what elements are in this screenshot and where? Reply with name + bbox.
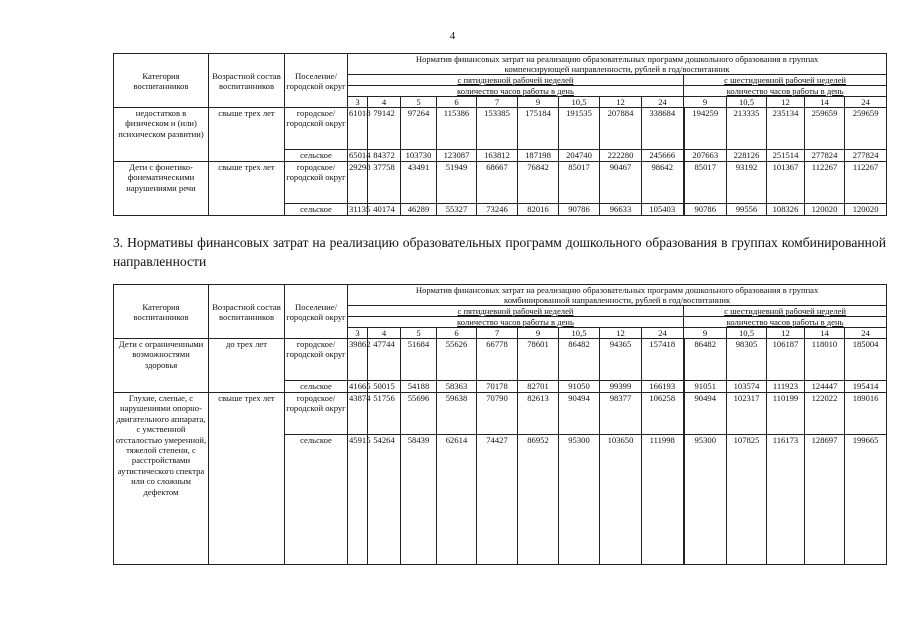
value-cell: 207663 bbox=[684, 150, 727, 162]
value-cell: 163812 bbox=[477, 150, 518, 162]
category-cell: Дети с фонетико-фонематическими нарушениями речи bbox=[114, 162, 209, 216]
category-cell: недостатков в физическом и (или) психическом развитии) bbox=[114, 108, 209, 162]
value-cell: 251514 bbox=[767, 150, 805, 162]
value-cell: 51684 bbox=[401, 339, 437, 381]
value-cell: 47744 bbox=[368, 339, 401, 381]
value-cell: 51949 bbox=[437, 162, 477, 204]
value-cell: 46289 bbox=[401, 204, 437, 216]
section-3-text: 3. Нормативы финансовых затрат на реализацию образовательных программ дошкольного образования в группах комбинированной направленности bbox=[113, 235, 886, 269]
value-cell: 194259 bbox=[684, 108, 727, 150]
header-hours-six: количество часов работы в день bbox=[684, 86, 887, 97]
value-cell: 45915 bbox=[348, 435, 368, 565]
value-cell: 120020 bbox=[845, 204, 887, 216]
table-row bbox=[114, 108, 887, 150]
value-cell: 245666 bbox=[642, 150, 684, 162]
settlement-cell: сельское bbox=[285, 381, 348, 393]
value-cell: 96633 bbox=[600, 204, 642, 216]
category-cell: Глухие, слепые, с нарушениями опорно-двигательного аппарата, с умственной отсталостью умеренной, тяжелой степени, с расстройствами аутистического спектра или со сложным дефектом bbox=[114, 393, 209, 565]
value-cell: 102317 bbox=[727, 393, 767, 435]
value-cell: 108326 bbox=[767, 204, 805, 216]
age-cell: до трех лет bbox=[209, 339, 285, 393]
header-category: Категория воспитанников bbox=[114, 54, 209, 108]
header-hours-value: 24 bbox=[642, 97, 684, 108]
settlement-cell: городское/ городской округ bbox=[285, 162, 348, 204]
value-cell: 85017 bbox=[559, 162, 600, 204]
value-cell: 120020 bbox=[805, 204, 845, 216]
table-row bbox=[114, 393, 887, 435]
value-cell: 90786 bbox=[684, 204, 727, 216]
value-cell: 98642 bbox=[642, 162, 684, 204]
category-cell: Дети с ограниченными возможностями здоровья bbox=[114, 339, 209, 393]
header-hours-value: 12 bbox=[600, 328, 642, 339]
header-hours-value: 4 bbox=[368, 328, 401, 339]
settlement-cell: городское/ городской округ bbox=[285, 393, 348, 435]
value-cell: 166193 bbox=[642, 381, 684, 393]
value-cell: 111998 bbox=[642, 435, 684, 565]
value-cell: 54264 bbox=[368, 435, 401, 565]
header-hours-five: количество часов работы в день bbox=[348, 317, 684, 328]
header-hours-value: 9 bbox=[684, 97, 727, 108]
header-norm-title: Норматив финансовых затрат на реализацию образовательных программ дошкольного образования в группах комбинированной направленности, рублей в год/воспитанник bbox=[348, 285, 887, 306]
value-cell: 82016 bbox=[518, 204, 559, 216]
value-cell: 99556 bbox=[727, 204, 767, 216]
value-cell: 62614 bbox=[437, 435, 477, 565]
value-cell: 191535 bbox=[559, 108, 600, 150]
value-cell: 103650 bbox=[600, 435, 642, 565]
header-hours-value: 7 bbox=[477, 97, 518, 108]
value-cell: 175184 bbox=[518, 108, 559, 150]
value-cell: 228126 bbox=[727, 150, 767, 162]
value-cell: 187198 bbox=[518, 150, 559, 162]
value-cell: 95300 bbox=[684, 435, 727, 565]
value-cell: 66778 bbox=[477, 339, 518, 381]
value-cell: 103574 bbox=[727, 381, 767, 393]
value-cell: 82701 bbox=[518, 381, 559, 393]
value-cell: 118010 bbox=[805, 339, 845, 381]
header-settlement: Поселение/ городской округ bbox=[285, 285, 348, 339]
value-cell: 213335 bbox=[727, 108, 767, 150]
value-cell: 73246 bbox=[477, 204, 518, 216]
value-cell: 70790 bbox=[477, 393, 518, 435]
value-cell: 259659 bbox=[845, 108, 887, 150]
header-hours-value: 3 bbox=[348, 328, 368, 339]
value-cell: 94365 bbox=[600, 339, 642, 381]
settlement-cell: сельское bbox=[285, 204, 348, 216]
value-cell: 97264 bbox=[401, 108, 437, 150]
value-cell: 157418 bbox=[642, 339, 684, 381]
value-cell: 55327 bbox=[437, 204, 477, 216]
value-cell: 29298 bbox=[348, 162, 368, 204]
value-cell: 55626 bbox=[437, 339, 477, 381]
table-row bbox=[114, 339, 887, 381]
table-row bbox=[114, 162, 887, 204]
header-six-day: с шестидневной рабочей неделей bbox=[684, 75, 887, 86]
value-cell: 338684 bbox=[642, 108, 684, 150]
age-cell: свыше трех лет bbox=[209, 162, 285, 216]
table-compensating-groups bbox=[113, 53, 887, 216]
header-hours-value: 12 bbox=[600, 97, 642, 108]
settlement-cell: сельское bbox=[285, 435, 348, 565]
section-3-heading bbox=[113, 233, 886, 271]
value-cell: 58363 bbox=[437, 381, 477, 393]
value-cell: 90494 bbox=[684, 393, 727, 435]
header-hours-value: 6 bbox=[437, 328, 477, 339]
header-five-day: с пятидневной рабочей неделей bbox=[348, 306, 684, 317]
settlement-cell: городское/ городской округ bbox=[285, 339, 348, 381]
table-combined-groups bbox=[113, 284, 887, 565]
value-cell: 98305 bbox=[727, 339, 767, 381]
header-hours-value: 9 bbox=[518, 328, 559, 339]
value-cell: 74427 bbox=[477, 435, 518, 565]
value-cell: 277824 bbox=[805, 150, 845, 162]
page-number: 4 bbox=[449, 30, 456, 42]
value-cell: 43491 bbox=[401, 162, 437, 204]
header-norm-title: Норматив финансовых затрат на реализацию образовательных программ дошкольного образования в группах компенсирующей направленности, рублей в год/воспитанник bbox=[348, 54, 887, 75]
value-cell: 153385 bbox=[477, 108, 518, 150]
value-cell: 110199 bbox=[767, 393, 805, 435]
header-hours-value: 10,5 bbox=[727, 97, 767, 108]
value-cell: 68667 bbox=[477, 162, 518, 204]
value-cell: 124447 bbox=[805, 381, 845, 393]
header-hours-value: 5 bbox=[401, 97, 437, 108]
value-cell: 85017 bbox=[684, 162, 727, 204]
value-cell: 112267 bbox=[845, 162, 887, 204]
value-cell: 122022 bbox=[805, 393, 845, 435]
header-hours-value: 24 bbox=[642, 328, 684, 339]
value-cell: 111923 bbox=[767, 381, 805, 393]
value-cell: 37758 bbox=[368, 162, 401, 204]
value-cell: 51756 bbox=[368, 393, 401, 435]
header-hours-value: 24 bbox=[845, 97, 887, 108]
header-category: Категория воспитанников bbox=[114, 285, 209, 339]
value-cell: 40174 bbox=[368, 204, 401, 216]
age-cell: свыше трех лет bbox=[209, 108, 285, 162]
value-cell: 107825 bbox=[727, 435, 767, 565]
value-cell: 277824 bbox=[845, 150, 887, 162]
value-cell: 59638 bbox=[437, 393, 477, 435]
header-hours-value: 12 bbox=[767, 328, 805, 339]
value-cell: 70178 bbox=[477, 381, 518, 393]
value-cell: 115386 bbox=[437, 108, 477, 150]
value-cell: 204740 bbox=[559, 150, 600, 162]
value-cell: 93192 bbox=[727, 162, 767, 204]
value-cell: 116173 bbox=[767, 435, 805, 565]
header-age: Возрастной состав воспитанников bbox=[209, 54, 285, 108]
value-cell: 86952 bbox=[518, 435, 559, 565]
value-cell: 123087 bbox=[437, 150, 477, 162]
value-cell: 90467 bbox=[600, 162, 642, 204]
value-cell: 222280 bbox=[600, 150, 642, 162]
value-cell: 195414 bbox=[845, 381, 887, 393]
settlement-cell: городское/ городской округ bbox=[285, 108, 348, 150]
value-cell: 58439 bbox=[401, 435, 437, 565]
value-cell: 76842 bbox=[518, 162, 559, 204]
value-cell: 82613 bbox=[518, 393, 559, 435]
header-hours-value: 9 bbox=[518, 97, 559, 108]
value-cell: 90786 bbox=[559, 204, 600, 216]
header-row bbox=[114, 54, 887, 75]
value-cell: 91051 bbox=[684, 381, 727, 393]
header-hours-value: 5 bbox=[401, 328, 437, 339]
header-hours-value: 3 bbox=[348, 97, 368, 108]
header-settlement: Поселение/ городской округ bbox=[285, 54, 348, 108]
header-hours-value: 10,5 bbox=[727, 328, 767, 339]
header-hours-value: 10,5 bbox=[559, 328, 600, 339]
header-hours-value: 4 bbox=[368, 97, 401, 108]
value-cell: 90494 bbox=[559, 393, 600, 435]
header-hours-value: 7 bbox=[477, 328, 518, 339]
value-cell: 103730 bbox=[401, 150, 437, 162]
header-six-day: с шестидневной рабочей неделей bbox=[684, 306, 887, 317]
value-cell: 106187 bbox=[767, 339, 805, 381]
value-cell: 112267 bbox=[805, 162, 845, 204]
value-cell: 91050 bbox=[559, 381, 600, 393]
header-hours-value: 12 bbox=[767, 97, 805, 108]
header-five-day: с пятидневной рабочей неделей bbox=[348, 75, 684, 86]
header-hours-five: количество часов работы в день bbox=[348, 86, 684, 97]
value-cell: 54188 bbox=[401, 381, 437, 393]
value-cell: 31135 bbox=[349, 204, 371, 214]
value-cell: 98377 bbox=[600, 393, 642, 435]
value-cell: 185004 bbox=[845, 339, 887, 381]
header-hours-value: 10,5 bbox=[559, 97, 600, 108]
value-cell: 106258 bbox=[642, 393, 684, 435]
settlement-cell: сельское bbox=[285, 150, 348, 162]
value-cell: 259659 bbox=[805, 108, 845, 150]
value-cell: 99399 bbox=[600, 381, 642, 393]
value-cell: 43874 bbox=[348, 393, 368, 435]
value-cell: 61018 bbox=[348, 108, 368, 150]
value-cell: 105403 bbox=[642, 204, 684, 216]
header-hours-value: 6 bbox=[437, 97, 477, 108]
value-cell: 50015 bbox=[368, 381, 401, 393]
header-hours-six: количество часов работы в день bbox=[684, 317, 887, 328]
value-cell: 189016 bbox=[845, 393, 887, 435]
value-cell: 39862 bbox=[348, 339, 368, 381]
header-hours-value: 24 bbox=[845, 328, 887, 339]
value-cell: 199665 bbox=[845, 435, 887, 565]
header-hours-value: 14 bbox=[805, 328, 845, 339]
value-cell: 79142 bbox=[368, 108, 401, 150]
value-cell: 86482 bbox=[684, 339, 727, 381]
value-cell: 55696 bbox=[401, 393, 437, 435]
value-cell: 128697 bbox=[805, 435, 845, 565]
value-cell: 207884 bbox=[600, 108, 642, 150]
header-row bbox=[114, 285, 887, 306]
header-age: Возрастной состав воспитанников bbox=[209, 285, 285, 339]
value-cell: 95300 bbox=[559, 435, 600, 565]
value-cell: 101367 bbox=[767, 162, 805, 204]
value-cell: 235134 bbox=[767, 108, 805, 150]
value-cell: 41665 bbox=[349, 381, 371, 391]
value-cell: 84372 bbox=[368, 150, 401, 162]
value-cell: 65014 bbox=[349, 150, 371, 160]
value-cell: 86482 bbox=[559, 339, 600, 381]
header-hours-value: 14 bbox=[805, 97, 845, 108]
value-cell: 78601 bbox=[518, 339, 559, 381]
header-hours-value: 9 bbox=[684, 328, 727, 339]
age-cell: свыше трех лет bbox=[209, 393, 285, 565]
